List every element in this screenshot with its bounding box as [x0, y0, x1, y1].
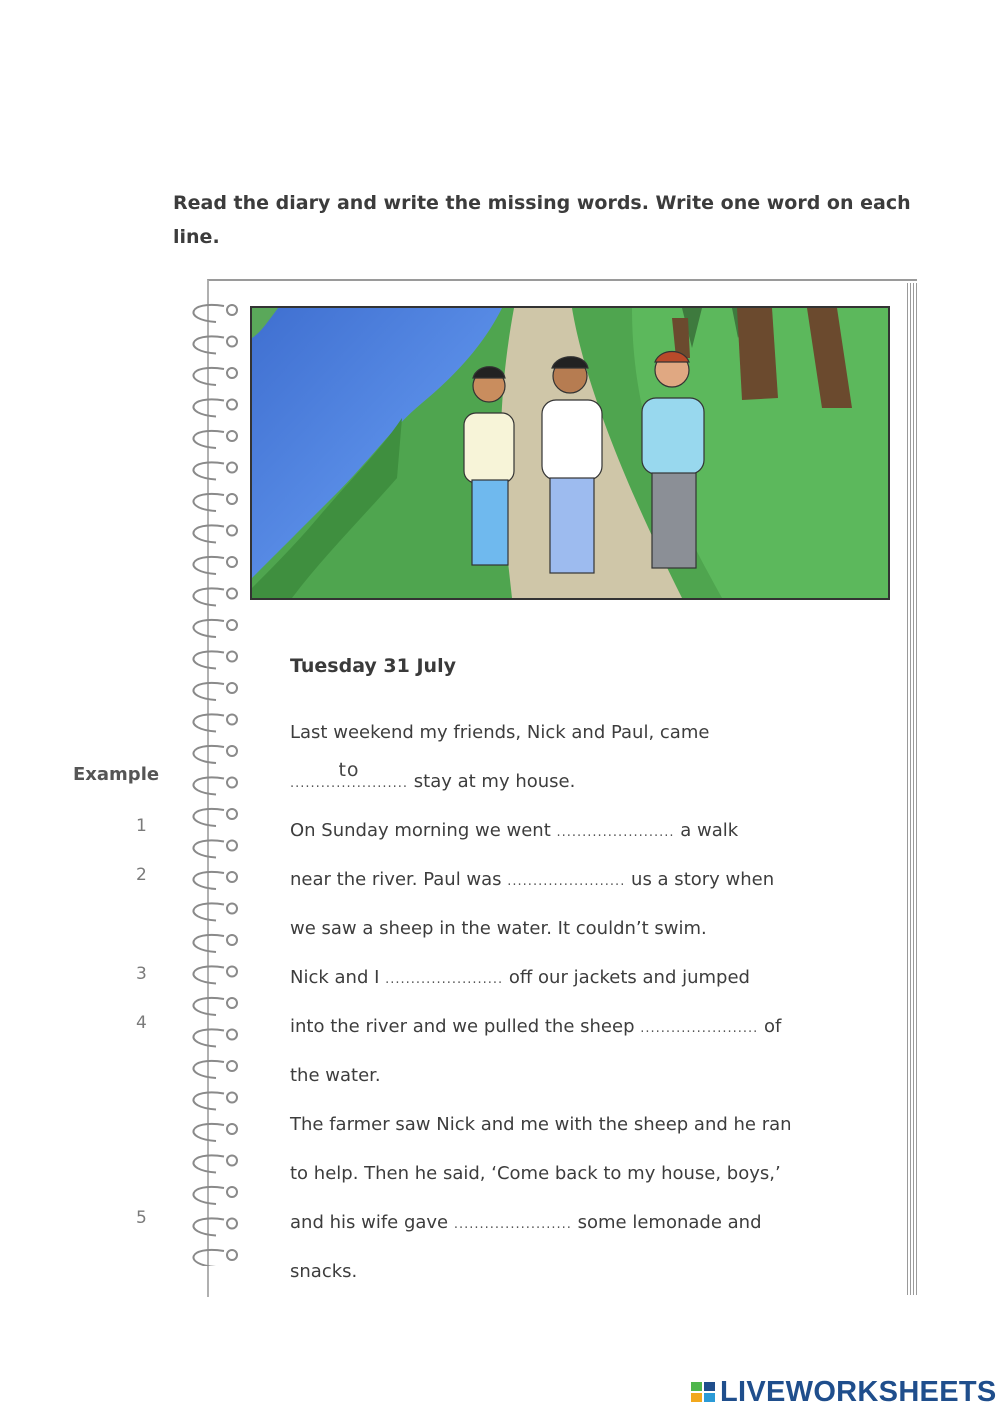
- diary-line: [290, 1109, 792, 1141]
- blank-dots: .......................: [290, 776, 409, 791]
- line-text-before: Nick and I: [290, 967, 386, 988]
- question-number: 5: [136, 1208, 147, 1228]
- example-label: Example: [73, 764, 160, 785]
- line-text-before: near the river. Paul was: [290, 869, 508, 890]
- instructions: Read the diary and write the missing words. Write one word on each line.: [173, 192, 911, 248]
- diary-date: Tuesday 31 July: [290, 655, 456, 677]
- diary-line: [290, 1207, 762, 1239]
- blank-dots: .......................: [453, 1217, 572, 1232]
- diary-line: [290, 1256, 357, 1288]
- answer-blank[interactable]: [507, 866, 625, 898]
- line-text-after: of: [758, 1016, 782, 1037]
- liveworksheets-logo: [691, 1374, 997, 1410]
- blank-dots: .......................: [640, 1021, 759, 1036]
- illustration-boys-walking: [250, 306, 890, 600]
- diary-line: [290, 864, 774, 896]
- answer-blank[interactable]: [640, 1013, 758, 1045]
- line-text: we saw a sheep in the water. It couldn’t swim.: [290, 918, 707, 939]
- line-text-after: a walk: [674, 820, 739, 841]
- question-number: 1: [136, 816, 147, 836]
- answer-text: to: [338, 759, 360, 781]
- line-text-after: us a story when: [625, 869, 775, 890]
- answer-blank[interactable]: [290, 759, 409, 800]
- blank-dots: .......................: [507, 874, 626, 889]
- line-text-before: On Sunday morning we went: [290, 820, 557, 841]
- brand-name: LIVEWORKSHEETS: [720, 1375, 997, 1408]
- diary-line: [290, 759, 576, 798]
- answer-blank[interactable]: [556, 817, 674, 849]
- question-number: 3: [136, 964, 147, 984]
- question-number: 2: [136, 865, 147, 885]
- line-text: to help. Then he said, ‘Come back to my house, boys,’: [290, 1163, 781, 1184]
- line-text: Last weekend my friends, Nick and Paul, came: [290, 722, 710, 743]
- question-number: 4: [136, 1013, 147, 1033]
- diary-line: [290, 1011, 781, 1043]
- diary-line: [290, 1158, 781, 1190]
- blank-dots: .......................: [385, 972, 504, 987]
- line-text: snacks.: [290, 1261, 358, 1282]
- diary-line: [290, 1060, 381, 1092]
- line-text-after: some lemonade and: [571, 1212, 762, 1233]
- line-text: the water.: [290, 1065, 381, 1086]
- line-text-before: and his wife gave: [290, 1212, 454, 1233]
- diary-line: [290, 717, 709, 749]
- diary-line: [290, 815, 738, 847]
- diary-line: [290, 913, 707, 945]
- line-text-after: stay at my house.: [408, 771, 576, 792]
- brand-icon: [691, 1379, 717, 1405]
- spiral-binding: [178, 296, 248, 1266]
- diary-line: [290, 962, 750, 994]
- answer-blank[interactable]: [385, 964, 503, 996]
- blank-dots: .......................: [556, 825, 675, 840]
- line-text: The farmer saw Nick and me with the sheep and he ran: [290, 1114, 792, 1135]
- answer-blank[interactable]: [454, 1209, 572, 1241]
- page-stack-edge: [907, 283, 917, 1295]
- line-text-before: into the river and we pulled the sheep: [290, 1016, 641, 1037]
- line-text-after: off our jackets and jumped: [503, 967, 750, 988]
